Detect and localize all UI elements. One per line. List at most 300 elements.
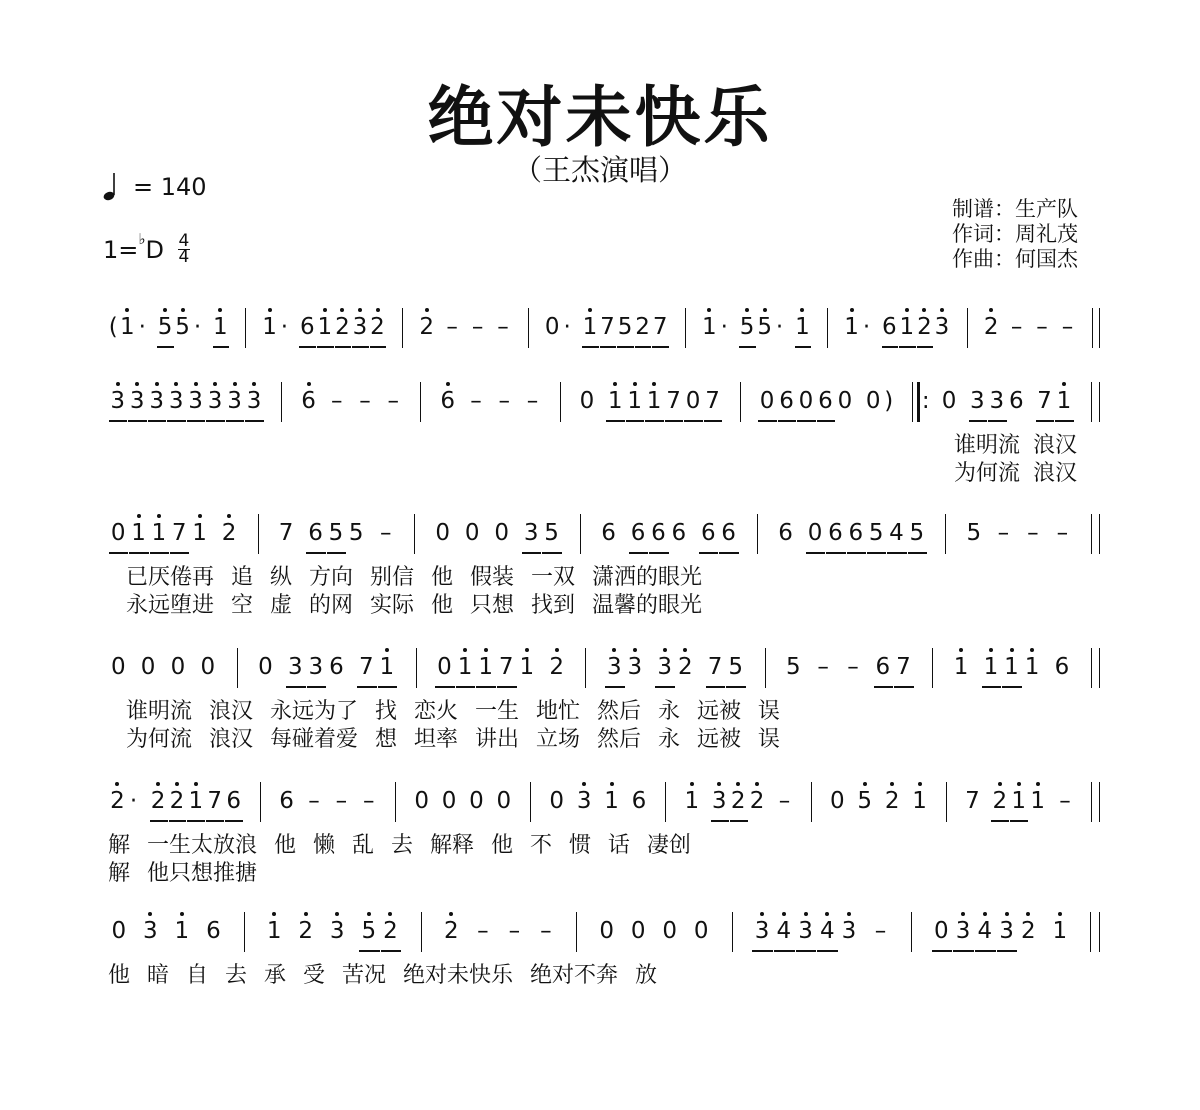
- octave-dot: [652, 382, 656, 386]
- note: 1: [607, 388, 623, 414]
- note: 6: [329, 654, 344, 680]
- octave-dot: [745, 308, 749, 312]
- beam-underline: [206, 820, 224, 822]
- note: 6: [848, 520, 864, 546]
- note: 2: [150, 788, 166, 814]
- beam-underline: [778, 420, 796, 422]
- note: 3: [287, 654, 303, 680]
- octave-dot: [155, 382, 159, 386]
- beam-underline: [226, 420, 244, 422]
- beam-underline: [982, 686, 1002, 688]
- beam-underline: [213, 346, 230, 348]
- note: ·: [775, 314, 784, 340]
- beam-underline: [882, 346, 899, 348]
- octave-dot: [323, 308, 327, 312]
- beam-underline: [652, 346, 669, 348]
- note: 5: [966, 520, 982, 546]
- beam-underline: [796, 950, 817, 952]
- octave-dot: [175, 782, 179, 786]
- beam-underline: [456, 686, 476, 688]
- octave-dot: [233, 382, 237, 386]
- octave-dot: [163, 308, 167, 312]
- note: 0: [111, 918, 127, 944]
- note: 5: [739, 314, 755, 340]
- barline: [827, 308, 828, 348]
- octave-dot: [989, 308, 993, 312]
- beam-underline: [307, 686, 327, 688]
- barline: [945, 514, 946, 554]
- note: (: [108, 314, 118, 340]
- beam-underline: [899, 346, 916, 348]
- note: 6: [651, 520, 666, 546]
- extension-dash: –: [335, 788, 348, 814]
- note: 2: [992, 788, 1008, 814]
- note: 3: [970, 388, 985, 414]
- beam-underline: [726, 686, 746, 688]
- note: 3: [606, 654, 622, 680]
- note: 0: [934, 918, 949, 944]
- beam-underline: [649, 552, 668, 554]
- beam-underline: [352, 346, 369, 348]
- octave-dot: [304, 912, 308, 916]
- beam-underline: [169, 820, 187, 822]
- note: 6: [299, 314, 315, 340]
- note: 3: [754, 918, 770, 944]
- note: 1: [604, 788, 619, 814]
- beam-underline: [988, 420, 1006, 422]
- beam-underline: [908, 552, 927, 554]
- barline: [665, 782, 666, 822]
- note: 3: [955, 918, 971, 944]
- beam-underline: [1055, 420, 1073, 422]
- note: 1: [266, 918, 282, 944]
- beam-underline: [206, 420, 224, 422]
- beam-underline: [1002, 686, 1022, 688]
- beam-underline: [626, 420, 644, 422]
- beam-underline: [299, 346, 316, 348]
- beam-underline: [170, 552, 189, 554]
- barline: [560, 382, 561, 422]
- octave-dot: [1005, 912, 1009, 916]
- lyric-line: [108, 958, 1100, 988]
- note: 6: [828, 520, 843, 546]
- octave-dot: [358, 308, 362, 312]
- note: 6: [279, 788, 294, 814]
- note: 1: [627, 388, 642, 414]
- note: 2: [169, 788, 185, 814]
- note: 5: [868, 520, 884, 546]
- note: 6: [631, 788, 647, 814]
- note: 3: [207, 388, 223, 414]
- note: 1: [953, 654, 969, 680]
- octave-dot: [213, 382, 217, 386]
- credit-lyricist: 作词：周礼茂: [952, 222, 1078, 246]
- extension-dash: –: [363, 788, 375, 814]
- beam-underline: [542, 552, 561, 554]
- barline: [967, 308, 968, 348]
- note: 3: [308, 654, 324, 680]
- note: 1: [582, 314, 598, 340]
- octave-dot: [633, 648, 637, 652]
- extension-dash: –: [847, 654, 859, 680]
- beam-underline: [335, 346, 352, 348]
- beam-underline: [917, 346, 934, 348]
- note: 1: [379, 654, 395, 680]
- beam-underline: [497, 686, 517, 688]
- note: 3: [149, 388, 164, 414]
- key-signature: [103, 230, 190, 267]
- lyric-text: 已厌倦再 追 纵 方向 别信 他 假装 一双 潇洒的眼光: [126, 565, 702, 590]
- score-system: [108, 910, 1100, 1110]
- lyric-line: [108, 588, 1100, 618]
- barline: [244, 912, 245, 952]
- note: 2: [298, 918, 314, 944]
- note: 0: [599, 918, 615, 944]
- note: 5: [348, 520, 364, 546]
- octave-dot: [922, 308, 926, 312]
- beam-underline: [357, 686, 377, 688]
- barline: [1091, 382, 1092, 422]
- octave-dot: [663, 648, 667, 652]
- note: 3: [168, 388, 184, 414]
- beam-underline: [605, 686, 625, 688]
- octave-dot: [555, 648, 559, 652]
- octave-dot: [633, 382, 637, 386]
- octave-dot: [890, 782, 894, 786]
- note: 3: [523, 520, 539, 546]
- beam-underline: [187, 420, 205, 422]
- barline: [580, 514, 581, 554]
- beam-underline: [752, 950, 773, 952]
- lyric-line: [108, 456, 1100, 486]
- note: 7: [358, 654, 374, 680]
- note: 0: [630, 918, 646, 944]
- extension-dash: –: [1056, 520, 1069, 546]
- octave-dot: [736, 782, 740, 786]
- octave-dot: [998, 782, 1002, 786]
- note: 1: [983, 654, 999, 680]
- extension-dash: –: [380, 520, 392, 546]
- beats-bottom: 4: [178, 247, 190, 267]
- barline: [911, 912, 912, 952]
- beam-underline: [150, 820, 168, 822]
- barline: [530, 782, 531, 822]
- note: 0: [469, 788, 484, 814]
- barline: [260, 782, 261, 822]
- note: 3: [188, 388, 203, 414]
- extension-dash: –: [508, 918, 521, 944]
- extension-dash: –: [540, 918, 552, 944]
- barline: [1091, 782, 1092, 822]
- note: 3: [989, 388, 1005, 414]
- quarter-note-icon: [103, 172, 119, 202]
- barline: [414, 514, 415, 554]
- octave-dot: [1036, 782, 1040, 786]
- note: 3: [129, 388, 145, 414]
- note: 6: [881, 314, 897, 340]
- octave-dot: [198, 514, 202, 518]
- lyric-text: 谁明流 浪汉 永远为了 找 恋火 一生 地忙 然后 永 远被 误: [126, 699, 780, 724]
- beam-underline: [167, 420, 185, 422]
- note: ): [884, 388, 894, 414]
- octave-dot: [449, 912, 453, 916]
- lyric-text: 永远堕进 空 虚 的网 实际 他 只想 找到 温馨的眼光: [126, 593, 702, 618]
- note: 7: [705, 388, 720, 414]
- beam-underline: [600, 346, 617, 348]
- extension-dash: –: [1059, 788, 1071, 814]
- beam-underline: [874, 686, 894, 688]
- note: 7: [498, 654, 514, 680]
- octave-dot: [174, 382, 178, 386]
- octave-dot: [1062, 382, 1066, 386]
- octave-dot: [905, 308, 909, 312]
- note: ·: [280, 314, 289, 340]
- note: 2: [917, 314, 932, 340]
- beam-underline: [148, 420, 166, 422]
- octave-dot: [463, 648, 467, 652]
- lyric-text: 解 一生太放浪 他 懒 乱 去 解释 他 不 惯 话 凄创: [108, 833, 691, 858]
- barline: [757, 514, 758, 554]
- beam-underline: [128, 420, 146, 422]
- note: 7: [707, 654, 723, 680]
- note: 1: [188, 788, 204, 814]
- octave-dot: [588, 308, 592, 312]
- note: 4: [776, 918, 792, 944]
- note: ·: [193, 314, 202, 340]
- lyric-line: [108, 428, 1100, 458]
- beam-underline: [635, 346, 652, 348]
- note: 0: [807, 520, 823, 546]
- extension-dash: –: [817, 654, 829, 680]
- note: 7: [171, 520, 187, 546]
- lyric-line: [108, 856, 1100, 886]
- note: 2: [1020, 918, 1036, 944]
- beam-underline: [997, 950, 1018, 952]
- note: ·: [720, 314, 728, 340]
- note: ·: [862, 314, 871, 340]
- note: 3: [711, 788, 727, 814]
- octave-dot: [800, 308, 804, 312]
- note: 5: [544, 520, 559, 546]
- barline: [421, 912, 422, 952]
- extension-dash: –: [874, 918, 887, 944]
- note: 0: [110, 520, 126, 546]
- note: 0: [662, 918, 678, 944]
- note: 2: [383, 918, 398, 944]
- octave-dot: [613, 382, 617, 386]
- octave-dot: [683, 648, 687, 652]
- beam-underline: [617, 346, 634, 348]
- note: 5: [909, 520, 925, 546]
- octave-dot: [782, 912, 786, 916]
- octave-dot: [850, 308, 854, 312]
- note: 6: [226, 788, 241, 814]
- note: 1: [646, 388, 662, 414]
- octave-dot: [340, 308, 344, 312]
- octave-dot: [156, 782, 160, 786]
- beam-underline: [953, 950, 974, 952]
- note: 3: [576, 788, 592, 814]
- beam-underline: [317, 346, 334, 348]
- barline: [281, 382, 282, 422]
- octave-dot: [227, 514, 231, 518]
- extension-dash: –: [498, 388, 510, 414]
- beam-underline: [932, 950, 953, 952]
- note: 1: [519, 654, 535, 680]
- note: 1: [262, 314, 277, 340]
- note: 0: [414, 788, 429, 814]
- note: 2: [335, 314, 350, 340]
- note: 2: [549, 654, 564, 680]
- note: 1: [119, 314, 135, 340]
- note: 0: [496, 788, 512, 814]
- note: 5: [786, 654, 801, 680]
- extension-dash: –: [359, 388, 371, 414]
- beam-underline: [867, 552, 886, 554]
- note: 6: [778, 520, 793, 546]
- octave-dot: [446, 382, 450, 386]
- note: 7: [207, 788, 223, 814]
- note: 6: [1008, 388, 1024, 414]
- octave-dot: [755, 782, 759, 786]
- note: :: [921, 388, 930, 414]
- tempo-text: = 140: [133, 173, 207, 201]
- note: 6: [875, 654, 891, 680]
- beam-underline: [817, 420, 835, 422]
- extension-dash: –: [446, 314, 458, 340]
- note: 1: [684, 788, 700, 814]
- barline: [395, 782, 396, 822]
- note: 3: [246, 388, 262, 414]
- beam-underline: [797, 420, 815, 422]
- beam-underline: [684, 420, 702, 422]
- note: 3: [798, 918, 813, 944]
- note: 1: [131, 520, 146, 546]
- barline: [932, 648, 933, 688]
- note: 3: [841, 918, 857, 944]
- barline: [585, 648, 586, 688]
- note: 2: [983, 314, 999, 340]
- octave-dot: [918, 782, 922, 786]
- extension-dash: –: [1027, 520, 1039, 546]
- lyric-line: [108, 560, 1100, 590]
- octave-dot: [989, 648, 993, 652]
- octave-dot: [825, 912, 829, 916]
- beam-underline: [381, 950, 402, 952]
- octave-dot: [181, 308, 185, 312]
- note: 6: [601, 520, 616, 546]
- lyric-line: [108, 722, 1100, 752]
- note: 7: [965, 788, 980, 814]
- barline: [811, 782, 812, 822]
- octave-dot: [525, 648, 529, 652]
- beam-underline: [847, 552, 866, 554]
- extension-dash: –: [331, 388, 343, 414]
- octave-dot: [959, 648, 963, 652]
- barline: [732, 912, 733, 952]
- beam-underline: [109, 420, 127, 422]
- beam-underline: [1010, 820, 1028, 822]
- note: 0: [494, 520, 510, 546]
- barline: [576, 912, 577, 952]
- note: 1: [478, 654, 493, 680]
- extension-dash: –: [1036, 314, 1048, 340]
- beam-underline: [706, 686, 726, 688]
- notation-line: [108, 306, 1100, 366]
- beam-underline: [150, 552, 169, 554]
- note: ·: [129, 788, 138, 814]
- octave-dot: [804, 912, 808, 916]
- octave-dot: [582, 782, 586, 786]
- octave-dot: [335, 912, 339, 916]
- beam-underline: [774, 950, 795, 952]
- time-signature: [178, 231, 190, 267]
- octave-dot: [180, 912, 184, 916]
- octave-dot: [272, 912, 276, 916]
- note: 1: [151, 520, 167, 546]
- note: 1: [912, 788, 927, 814]
- note: 2: [677, 654, 693, 680]
- barline: [740, 382, 741, 422]
- note: 6: [818, 388, 833, 414]
- barline: [912, 382, 913, 422]
- octave-dot: [116, 382, 120, 386]
- barline: [765, 648, 766, 688]
- song-subtitle: （王杰演唱）: [512, 153, 687, 187]
- extension-dash: –: [470, 388, 482, 414]
- lyric-text: 他 暗 自 去 承 受 苦况 绝对未快乐 绝对不奔 放: [108, 963, 657, 988]
- octave-dot: [707, 308, 711, 312]
- note: 1: [1030, 788, 1045, 814]
- beam-underline: [359, 950, 380, 952]
- beam-underline: [187, 820, 205, 822]
- note: 6: [308, 520, 323, 546]
- note: 7: [652, 314, 668, 340]
- beam-underline: [582, 346, 599, 348]
- tempo-marking: [103, 172, 207, 202]
- beam-underline: [699, 552, 718, 554]
- barline: [237, 648, 238, 688]
- note: 0: [685, 388, 701, 414]
- note: 5: [728, 654, 744, 680]
- extension-dash: –: [308, 788, 320, 814]
- barline: [685, 308, 686, 348]
- octave-dot: [612, 648, 616, 652]
- note: 6: [721, 520, 736, 546]
- octave-dot: [157, 514, 161, 518]
- note: 3: [999, 918, 1014, 944]
- note: ·: [138, 314, 146, 340]
- note: 5: [757, 314, 772, 340]
- beam-underline: [704, 420, 722, 422]
- note: 1: [317, 314, 333, 340]
- extension-dash: –: [1010, 314, 1023, 340]
- note: 0: [435, 520, 451, 546]
- octave-dot: [388, 912, 392, 916]
- beam-underline: [817, 950, 838, 952]
- beam-underline: [522, 552, 541, 554]
- note: 1: [844, 314, 859, 340]
- note: 4: [977, 918, 993, 944]
- note: 4: [889, 520, 904, 546]
- beam-underline: [327, 552, 346, 554]
- octave-dot: [385, 648, 389, 652]
- note: 2: [444, 918, 459, 944]
- octave-dot: [115, 782, 119, 786]
- barline: [1099, 782, 1100, 822]
- beam-underline: [795, 346, 812, 348]
- octave-dot: [218, 308, 222, 312]
